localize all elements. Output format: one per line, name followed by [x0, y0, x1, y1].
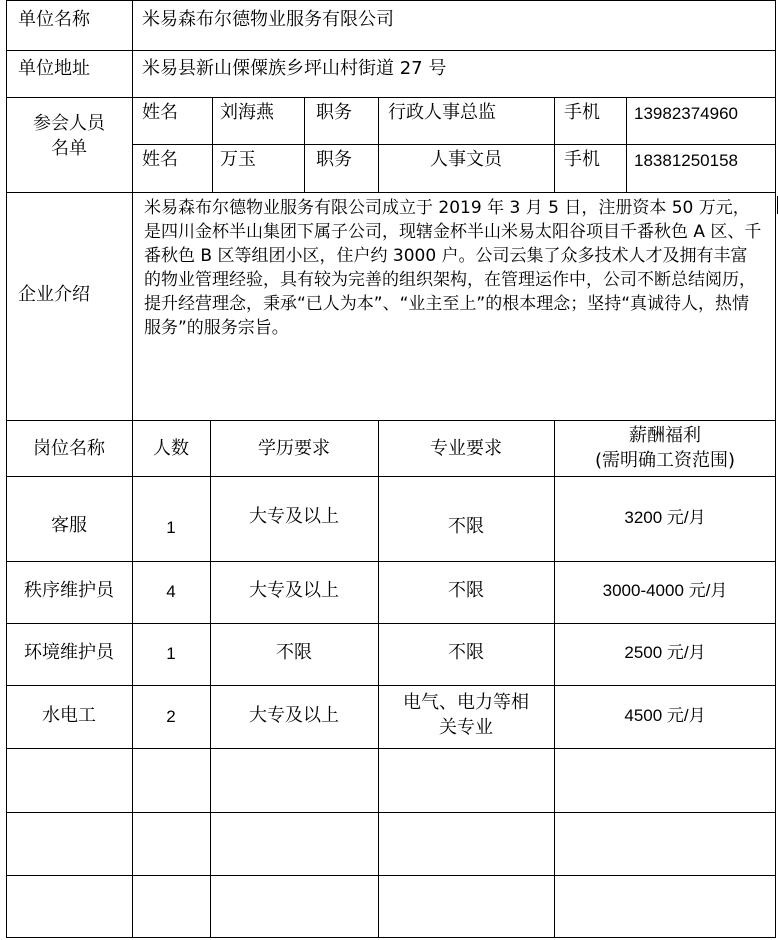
grid-line: [6, 97, 776, 98]
job-position: 客服: [51, 515, 87, 536]
attendee-phone: 13982374960: [634, 104, 739, 123]
header-education: 学历要求: [258, 438, 330, 459]
job-salary: 4500 元/月: [624, 706, 706, 725]
grid-line: [6, 50, 776, 51]
grid-line: [304, 97, 305, 192]
grid-line: [6, 561, 776, 562]
job-count: 1: [166, 644, 176, 663]
grid-line: [6, 623, 776, 624]
header-major: 专业要求: [430, 438, 502, 459]
grid-line: [6, 0, 776, 1]
grid-line: [6, 812, 776, 813]
intro-text: 米易森布尔德物业服务有限公司成立于 2019 年 3 月 5 日，注册资本 50 万元，是四川金杯半山集团下属子公司，现辖金杯半山米易太阳谷项目千番秋色 A 区、千番秋色 B 区等组团小区，住户约 3000 户。公司云集了众多技术人才及拥有丰富的物业管理经验，具有较为完善的组织架构，在管理运作中，公司不断总结阅历，提升经营理念，秉承“已人为本”、“业主至上”的根本理念；坚持“真诚待人，热情服务”的服务宗旨。: [144, 198, 762, 338]
job-salary: 3200 元/月: [624, 508, 706, 527]
grid-line: [132, 0, 133, 938]
attendee-title: 人事文员: [430, 149, 502, 170]
attendee-phone-label: 手机: [564, 149, 600, 170]
job-major: 不限: [448, 580, 484, 601]
grid-line: [6, 937, 776, 938]
company-address-label: 单位地址: [18, 58, 90, 79]
grid-line: [626, 97, 627, 192]
grid-line: [132, 144, 776, 145]
grid-line: [212, 97, 213, 192]
grid-line: [378, 97, 379, 192]
grid-line: [378, 420, 379, 938]
header-salary-line2: (需明确工资范围): [594, 450, 736, 471]
job-position: 水电工: [42, 705, 96, 726]
grid-line: [6, 685, 776, 686]
job-major: 不限: [448, 516, 484, 537]
job-major-line1: 电气、电力等相: [403, 692, 529, 713]
grid-line: [6, 420, 776, 421]
attendee-title: 行政人事总监: [388, 102, 496, 123]
company-name-label: 单位名称: [18, 9, 90, 30]
grid-line: [6, 476, 776, 477]
grid-line: [210, 420, 211, 938]
job-count: 2: [166, 707, 176, 726]
grid-line: [6, 875, 776, 876]
attendees-label-line1: 参会人员: [33, 113, 105, 134]
job-education: 大专及以上: [249, 506, 339, 527]
header-count: 人数: [153, 438, 189, 459]
attendee-name: 万玉: [220, 149, 256, 170]
grid-line: [6, 748, 776, 749]
job-salary: 3000-4000 元/月: [602, 581, 728, 600]
job-education: 大专及以上: [249, 705, 339, 726]
attendee-phone-label: 手机: [564, 102, 600, 123]
job-count: 4: [166, 582, 176, 601]
grid-line: [6, 192, 776, 193]
job-education: 不限: [276, 642, 312, 663]
job-count: 1: [166, 518, 176, 537]
attendee-title-label: 职务: [316, 102, 352, 123]
intro-label: 企业介绍: [18, 284, 90, 305]
attendee-title-label: 职务: [316, 149, 352, 170]
attendee-name-label: 姓名: [142, 149, 178, 170]
attendee-phone: 18381250158: [634, 151, 739, 170]
job-salary: 2500 元/月: [624, 643, 706, 662]
attendee-name: 刘海燕: [220, 102, 274, 123]
job-position: 秩序维护员: [24, 580, 114, 601]
job-position: 环境维护员: [24, 642, 114, 663]
job-major-line2: 关专业: [439, 717, 493, 738]
recruitment-form: [6, 0, 776, 938]
header-salary-line1: 薪酬福利: [629, 425, 701, 446]
header-position: 岗位名称: [33, 438, 105, 459]
attendee-name-label: 姓名: [142, 102, 178, 123]
grid-line: [554, 420, 555, 938]
job-major: 不限: [448, 642, 484, 663]
attendees-label-line2: 名单: [51, 138, 87, 159]
company-name-value: 米易森布尔德物业服务有限公司: [142, 9, 394, 30]
company-address-value: 米易县新山傈僳族乡坪山村街道 27 号: [142, 58, 447, 79]
job-education: 大专及以上: [249, 580, 339, 601]
grid-line: [554, 97, 555, 192]
